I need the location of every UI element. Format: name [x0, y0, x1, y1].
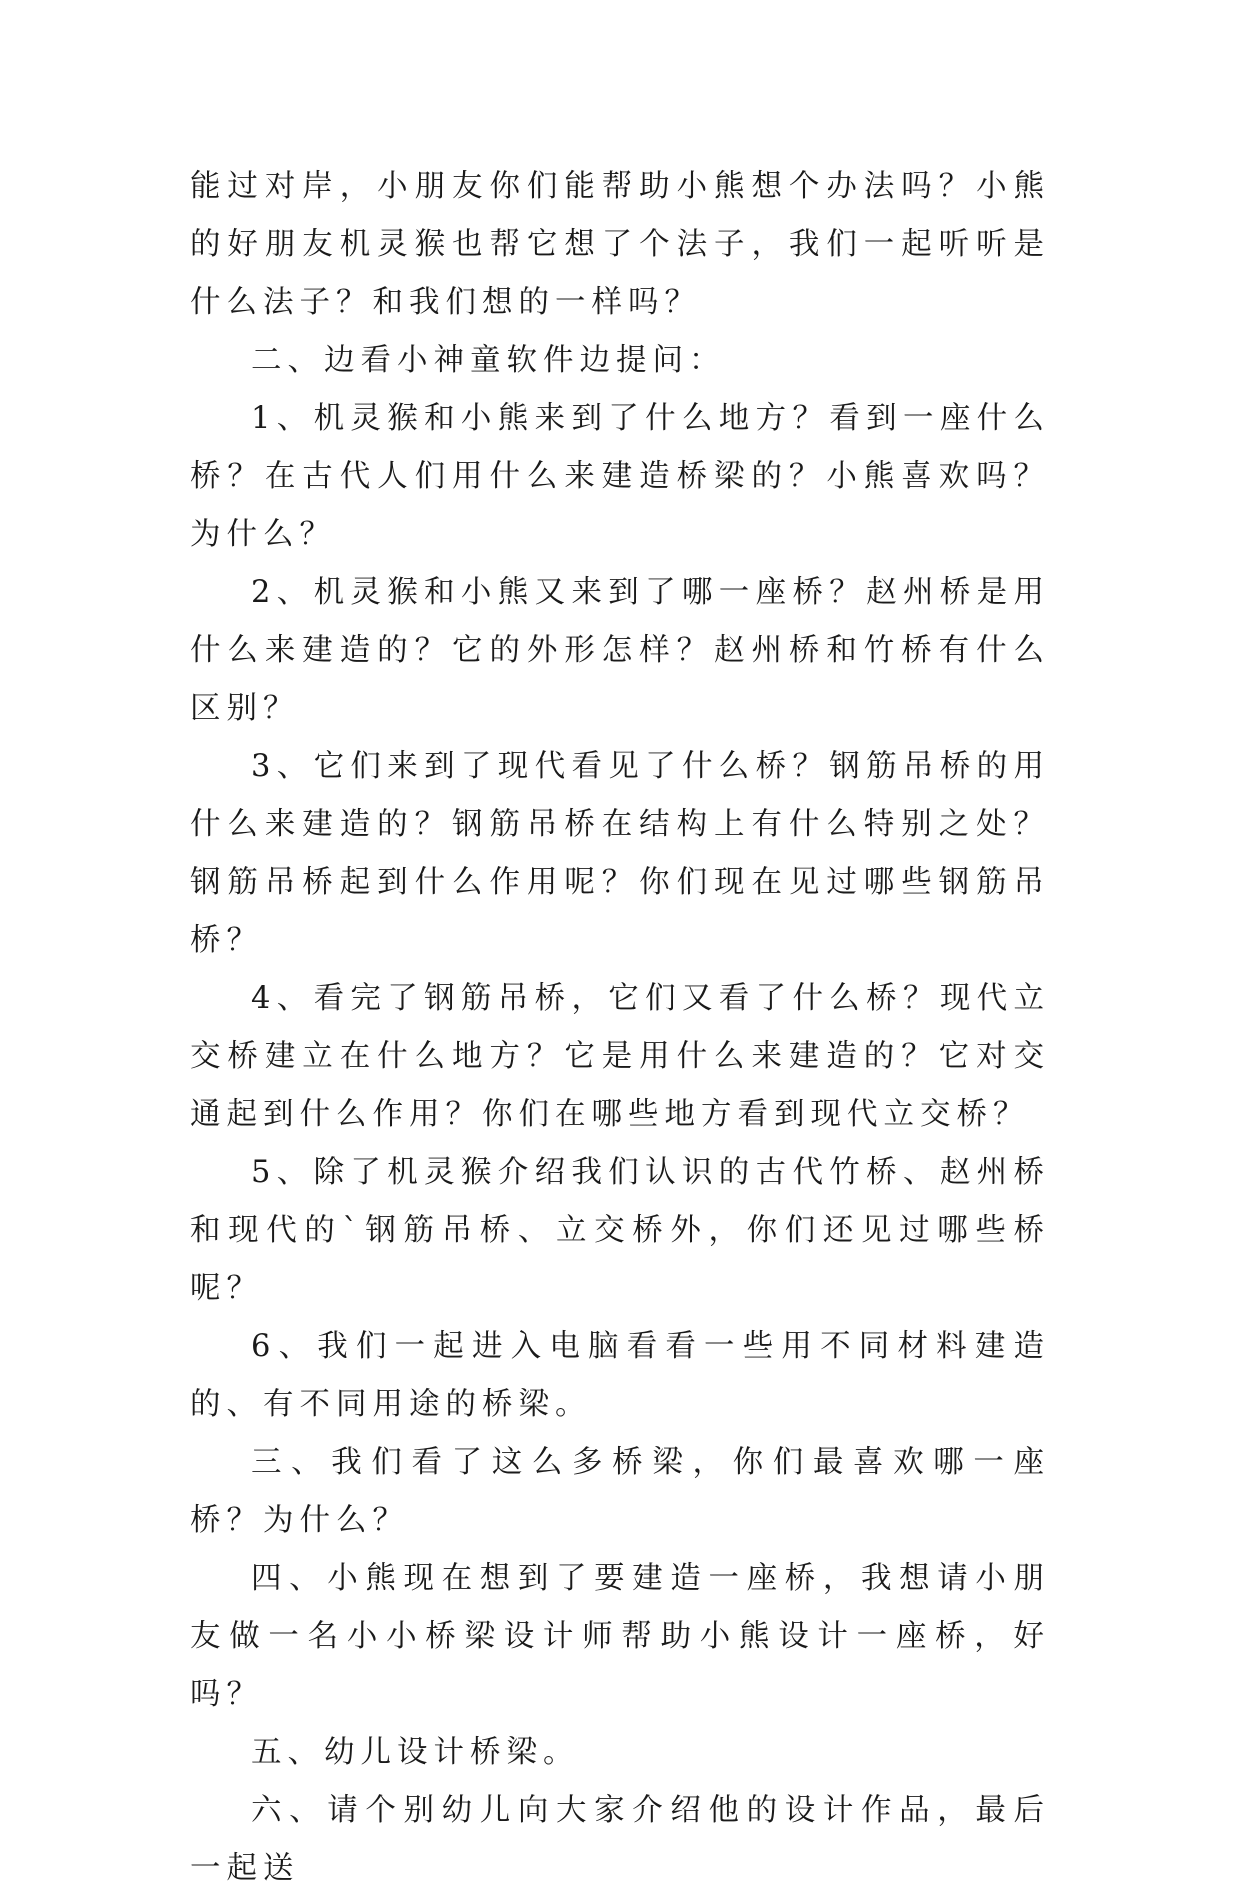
paragraph-question-6: 6、我们一起进入电脑看看一些用不同材料建造的、有不同用途的桥梁。 [190, 1329, 1050, 1422]
paragraph-section-2: 二、边看小神童软件边提问： [251, 343, 726, 378]
document-body [190, 158, 1050, 1898]
paragraph-section-6: 六、请个别幼儿向大家介绍他的设计作品，最后一起送 [190, 1793, 1050, 1886]
paragraph-question-3: 3、它们来到了现代看见了什么桥？钢筋吊桥的用什么来建造的？钢筋吊桥在结构上有什么特别之处？钢筋吊桥起到什么作用呢？你们现在见过哪些钢筋吊桥？ [190, 749, 1050, 958]
paragraph-question-5: 5、除了机灵猴介绍我们认识的古代竹桥、赵州桥和现代的`钢筋吊桥、立交桥外，你们还见过哪些桥呢？ [190, 1155, 1050, 1306]
paragraph-section-5: 五、幼儿设计桥梁。 [251, 1735, 580, 1770]
paragraph-question-2: 2、机灵猴和小熊又来到了哪一座桥？赵州桥是用什么来建造的？它的外形怎样？赵州桥和竹桥有什么区别？ [190, 575, 1050, 726]
paragraph-continuation: 能过对岸，小朋友你们能帮助小熊想个办法吗？小熊的好朋友机灵猴也帮它想了个法子，我们一起听听是什么法子？和我们想的一样吗？ [190, 169, 1050, 320]
paragraph-section-4: 四、小熊现在想到了要建造一座桥，我想请小朋友做一名小小桥梁设计师帮助小熊设计一座桥，好吗？ [190, 1561, 1050, 1712]
paragraph-question-4: 4、看完了钢筋吊桥，它们又看了什么桥？现代立交桥建立在什么地方？它是用什么来建造的？它对交通起到什么作用？你们在哪些地方看到现代立交桥？ [190, 981, 1050, 1132]
paragraph-question-1: 1、机灵猴和小熊来到了什么地方？看到一座什么桥？在古代人们用什么来建造桥梁的？小熊喜欢吗？为什么？ [190, 401, 1050, 552]
paragraph-section-3: 三、我们看了这么多桥梁，你们最喜欢哪一座桥？为什么？ [190, 1445, 1050, 1538]
